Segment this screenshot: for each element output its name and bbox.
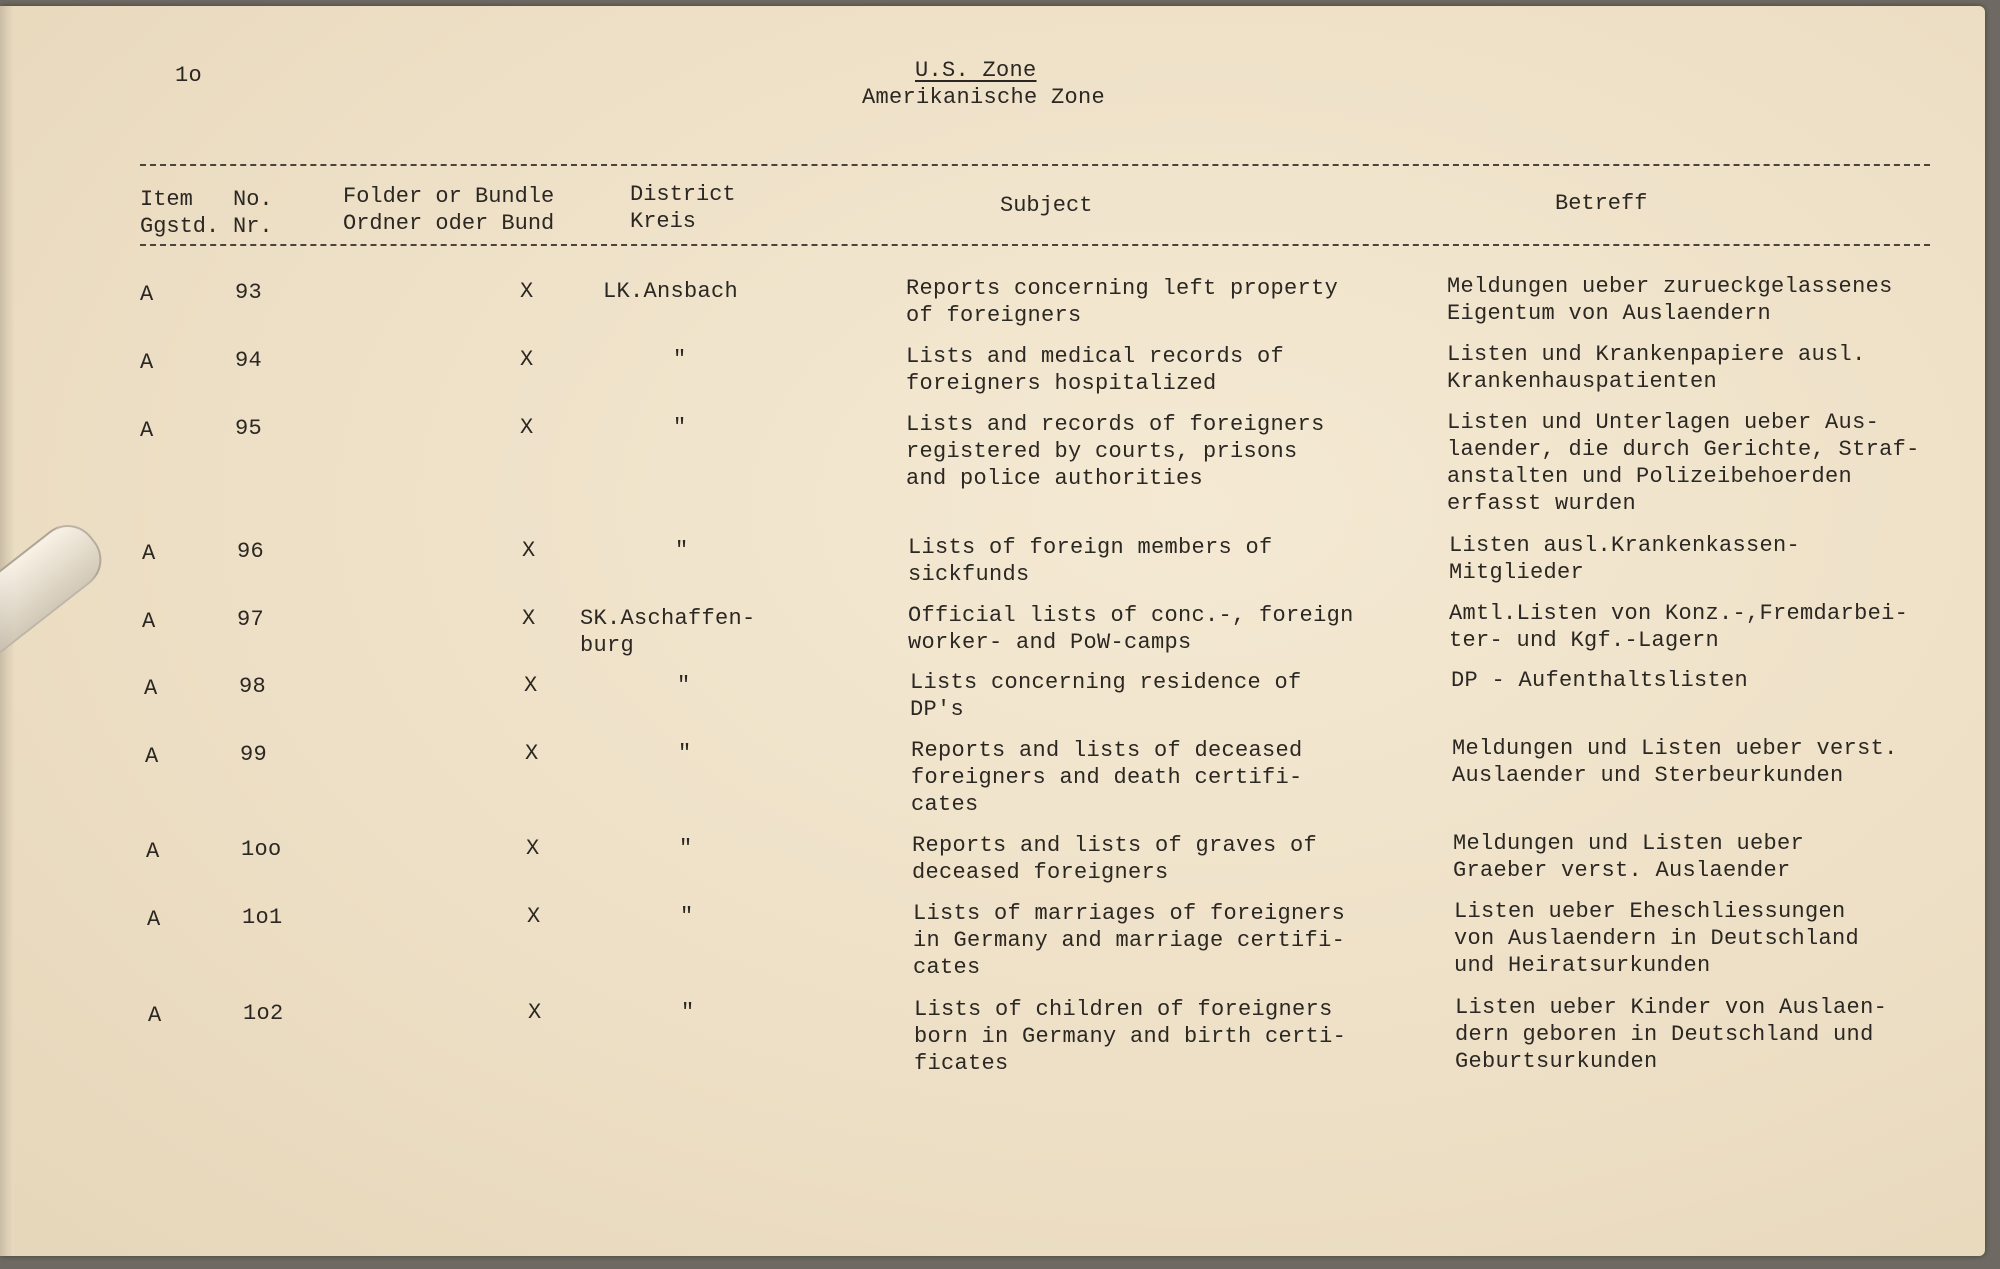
- cell-district-line: LK.Ansbach: [603, 279, 739, 304]
- cell-folder: X: [524, 673, 538, 698]
- cell-folder: X: [520, 279, 534, 304]
- cell-no: 96: [237, 539, 265, 564]
- cell-subject-line: Lists concerning residence of: [910, 670, 1302, 695]
- cell-subject-line: Reports concerning left property: [906, 276, 1339, 301]
- cell-betreff-line: ter- und Kgf.-Lagern: [1449, 628, 1720, 653]
- cell-no: 94: [235, 348, 263, 373]
- cell-no: 99: [240, 742, 268, 767]
- cell-subject-line: Lists and records of foreigners: [906, 412, 1325, 437]
- cell-subject: [911, 737, 1303, 818]
- cell-subject: [910, 669, 1302, 723]
- cell-betreff: [1449, 600, 1908, 654]
- cell-no: 97: [237, 607, 265, 632]
- cell-item: A: [140, 350, 154, 375]
- cell-subject-line: in Germany and marriage certifi-: [913, 928, 1346, 953]
- cell-subject-line: born in Germany and birth certi-: [914, 1024, 1347, 1049]
- cell-folder: X: [527, 904, 541, 929]
- cell-item: A: [144, 676, 158, 701]
- cell-district: [677, 672, 691, 699]
- cell-betreff-line: Geburtsurkunden: [1455, 1049, 1658, 1074]
- cell-betreff: [1455, 994, 1887, 1075]
- cell-district-line: burg: [580, 633, 635, 658]
- cell-subject-line: registered by courts, prisons: [906, 439, 1298, 464]
- cell-subject-line: worker- and PoW-camps: [908, 630, 1192, 655]
- cell-betreff: [1447, 341, 1866, 395]
- cell-subject-line: foreigners hospitalized: [906, 371, 1217, 396]
- cell-district: [673, 346, 687, 373]
- cell-district: [603, 278, 738, 305]
- cell-item: A: [146, 839, 160, 864]
- cell-no: 95: [235, 416, 263, 441]
- cell-betreff: [1449, 532, 1800, 586]
- cell-betreff: [1453, 830, 1804, 884]
- cell-subject: [908, 534, 1273, 588]
- cell-district: [675, 537, 689, 564]
- cell-subject-line: sickfunds: [908, 562, 1030, 587]
- cell-no: 93: [235, 280, 263, 305]
- cell-district: [580, 605, 756, 659]
- page-title: U.S. Zone: [915, 58, 1037, 83]
- cell-folder: X: [522, 606, 536, 631]
- cell-district-line: ": [675, 538, 689, 563]
- col-header-item: Item Ggstd.: [140, 187, 220, 239]
- cell-betreff-line: erfasst wurden: [1447, 491, 1637, 516]
- cell-subject: [914, 996, 1346, 1077]
- cell-subject-line: Lists of foreign members of: [908, 535, 1273, 560]
- cell-subject-line: Lists of children of foreigners: [914, 997, 1333, 1022]
- cell-betreff-line: Eigentum von Auslaendern: [1447, 301, 1772, 326]
- cell-betreff-line: anstalten und Polizeibehoerden: [1447, 464, 1853, 489]
- page-subtitle: Amerikanische Zone: [862, 85, 1106, 110]
- cell-district-line: ": [677, 673, 691, 698]
- col-header-no: No. Nr.: [233, 187, 273, 239]
- cell-item: A: [142, 541, 156, 566]
- cell-district-line: ": [679, 836, 693, 861]
- col-header-betreff: Betreff: [1555, 191, 1648, 216]
- cell-subject: [908, 602, 1354, 656]
- cell-subject: [906, 411, 1325, 492]
- cell-betreff-line: Meldungen und Listen ueber: [1453, 831, 1805, 856]
- cell-betreff-line: laender, die durch Gerichte, Straf-: [1447, 437, 1920, 462]
- cell-folder: X: [522, 538, 536, 563]
- cell-betreff-line: Listen ueber Kinder von Auslaen-: [1455, 995, 1888, 1020]
- cell-subject-line: of foreigners: [906, 303, 1082, 328]
- col-header-folder: Folder or Bundle Ordner oder Bund: [343, 184, 555, 236]
- cell-betreff-line: Listen ausl.Krankenkassen-: [1449, 533, 1801, 558]
- cell-subject-line: ficates: [914, 1051, 1009, 1076]
- cell-betreff-line: dern geboren in Deutschland und: [1455, 1022, 1874, 1047]
- cell-betreff-line: Amtl.Listen von Konz.-,Fremdarbei-: [1449, 601, 1909, 626]
- cell-item: A: [142, 609, 156, 634]
- cell-subject-line: Reports and lists of graves of: [912, 833, 1318, 858]
- cell-betreff-line: Listen und Krankenpapiere ausl.: [1447, 342, 1866, 367]
- col-header-subject: Subject: [1000, 193, 1093, 218]
- cell-betreff-line: Mitglieder: [1449, 560, 1585, 585]
- cell-district: [681, 999, 695, 1026]
- cell-subject: [913, 900, 1345, 981]
- header-rule-top: [140, 164, 1930, 166]
- cell-subject: [906, 343, 1284, 397]
- cell-subject-line: deceased foreigners: [912, 860, 1169, 885]
- cell-district-line: ": [673, 347, 687, 372]
- cell-betreff-line: Listen und Unterlagen ueber Aus-: [1447, 410, 1880, 435]
- cell-folder: X: [525, 741, 539, 766]
- cell-district: [673, 414, 687, 441]
- cell-district-line: ": [681, 1000, 695, 1025]
- header-rule-bottom: [140, 244, 1930, 246]
- cell-betreff: [1447, 273, 1893, 327]
- cell-district: [679, 835, 693, 862]
- cell-betreff-line: Meldungen ueber zurueckgelassenes: [1447, 274, 1893, 299]
- cell-betreff-line: DP - Aufenthaltslisten: [1451, 668, 1749, 693]
- cell-subject-line: DP's: [910, 697, 965, 722]
- cell-betreff-line: Auslaender und Sterbeurkunden: [1452, 763, 1844, 788]
- cell-subject-line: Official lists of conc.-, foreign: [908, 603, 1354, 628]
- cell-subject: [912, 832, 1317, 886]
- cell-betreff-line: Meldungen und Listen ueber verst.: [1452, 736, 1898, 761]
- cell-no: 1oo: [241, 837, 282, 862]
- cell-folder: X: [520, 347, 534, 372]
- cell-betreff: [1451, 667, 1748, 694]
- cell-betreff: [1452, 735, 1898, 789]
- cell-district: [678, 740, 692, 767]
- cell-betreff: [1454, 898, 1859, 979]
- cell-district-line: ": [678, 741, 692, 766]
- cell-item: A: [145, 744, 159, 769]
- cell-subject: [906, 275, 1338, 329]
- cell-subject-line: and police authorities: [906, 466, 1204, 491]
- cell-item: A: [147, 907, 161, 932]
- cell-subject-line: Lists and medical records of: [906, 344, 1285, 369]
- cell-betreff-line: Krankenhauspatienten: [1447, 369, 1718, 394]
- cell-folder: X: [526, 836, 540, 861]
- col-header-district: District Kreis: [630, 182, 736, 234]
- cell-folder: X: [520, 415, 534, 440]
- cell-subject-line: Lists of marriages of foreigners: [913, 901, 1346, 926]
- cell-subject-line: cates: [911, 792, 979, 817]
- page-number: 1o: [175, 63, 203, 88]
- cell-subject-line: foreigners and death certifi-: [911, 765, 1303, 790]
- cell-betreff-line: und Heiratsurkunden: [1454, 953, 1711, 978]
- cell-betreff-line: Graeber verst. Auslaender: [1453, 858, 1791, 883]
- cell-betreff: [1447, 409, 1920, 517]
- cell-no: 98: [239, 674, 267, 699]
- cell-item: A: [148, 1003, 162, 1028]
- cell-district: [680, 903, 694, 930]
- cell-folder: X: [528, 1000, 542, 1025]
- cell-district-line: SK.Aschaffen-: [580, 606, 756, 631]
- cell-item: A: [140, 282, 154, 307]
- cell-no: 1o1: [242, 905, 283, 930]
- cell-subject-line: cates: [913, 955, 981, 980]
- cell-item: A: [140, 418, 154, 443]
- cell-betreff-line: Listen ueber Eheschliessungen: [1454, 899, 1846, 924]
- cell-subject-line: Reports and lists of deceased: [911, 738, 1303, 763]
- cell-no: 1o2: [243, 1001, 284, 1026]
- cell-district-line: ": [680, 904, 694, 929]
- cell-district-line: ": [673, 415, 687, 440]
- cell-betreff-line: von Auslaendern in Deutschland: [1454, 926, 1860, 951]
